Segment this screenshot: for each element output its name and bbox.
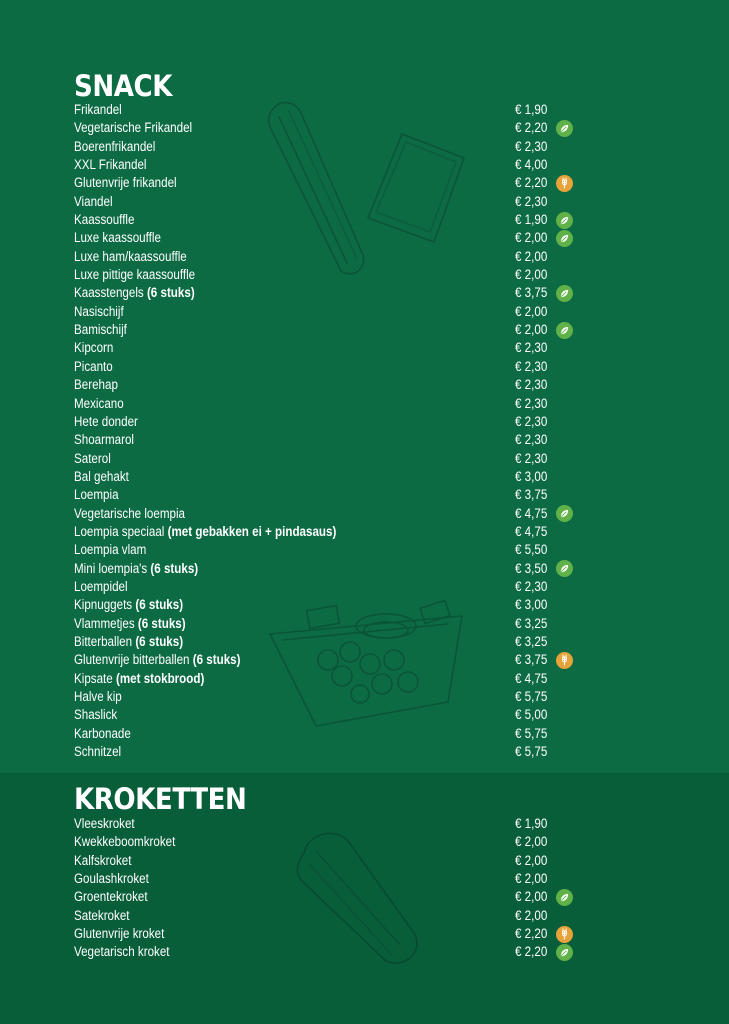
menu-item-price: € 3,25	[515, 615, 548, 631]
menu-item-price: € 4,00	[515, 157, 548, 173]
menu-item	[0, 450, 729, 468]
menu-item-name	[74, 505, 185, 523]
menu-item	[0, 156, 729, 174]
snack-section-title: SNACK	[74, 69, 172, 103]
menu-item-name	[74, 523, 336, 541]
menu-item-name	[74, 321, 127, 339]
menu-item	[0, 706, 729, 724]
menu-item-name	[74, 138, 155, 156]
leaf-icon	[556, 285, 573, 302]
menu-item	[0, 303, 729, 321]
menu-item	[0, 815, 729, 833]
menu-item-name	[74, 450, 111, 468]
menu-item-price: € 3,75	[515, 285, 548, 301]
menu-item-price: € 3,25	[515, 633, 548, 649]
menu-item-price: € 5,75	[515, 725, 548, 741]
menu-item-name	[74, 358, 113, 376]
menu-item	[0, 852, 729, 870]
leaf-icon	[556, 212, 573, 229]
menu-item-name	[74, 376, 118, 394]
leaf-icon	[556, 560, 573, 577]
menu-item-label: Glutenvrije frikandel	[74, 175, 177, 191]
menu-item	[0, 229, 729, 247]
menu-item-price: € 5,00	[515, 707, 548, 723]
menu-item-extra: (6 stuks)	[143, 285, 195, 301]
menu-item-name	[74, 431, 134, 449]
menu-item-name	[74, 833, 175, 851]
menu-item-label: Kaassouffle	[74, 212, 135, 228]
menu-item-name	[74, 541, 146, 559]
menu-item-name	[74, 303, 124, 321]
menu-item-label: Vleeskroket	[74, 816, 135, 831]
menu-item-name	[74, 633, 183, 651]
menu-item-price: € 2,00	[515, 852, 548, 868]
menu-item-name	[74, 725, 131, 743]
menu-item-extra: (6 stuks)	[132, 597, 184, 613]
menu-item	[0, 395, 729, 413]
menu-item-price: € 2,30	[515, 340, 548, 356]
menu-item-price: € 1,90	[515, 102, 548, 117]
menu-item	[0, 119, 729, 137]
menu-item	[0, 833, 729, 851]
menu-item-price: € 2,20	[515, 120, 548, 136]
snack-item-list	[0, 101, 729, 761]
menu-item-price: € 2,00	[515, 267, 548, 283]
leaf-icon	[556, 322, 573, 339]
menu-item-price: € 2,00	[515, 834, 548, 850]
menu-item-extra: (6 stuks)	[132, 633, 184, 649]
menu-item	[0, 560, 729, 578]
menu-item	[0, 174, 729, 192]
menu-item	[0, 413, 729, 431]
menu-item-price: € 2,00	[515, 322, 548, 338]
menu-item-price: € 3,75	[515, 487, 548, 503]
menu-item	[0, 578, 729, 596]
menu-item-label: Bamischijf	[74, 322, 127, 338]
menu-item-label: Viandel	[74, 193, 113, 209]
menu-item-price: € 4,75	[515, 670, 548, 686]
menu-item-price: € 2,20	[515, 175, 548, 191]
menu-item-name	[74, 193, 113, 211]
menu-item	[0, 907, 729, 925]
menu-item-label: Vegetarisch kroket	[74, 944, 170, 960]
menu-item	[0, 193, 729, 211]
menu-item	[0, 615, 729, 633]
menu-item-price: € 5,75	[515, 744, 548, 760]
menu-item	[0, 248, 729, 266]
menu-item-price: € 2,30	[515, 358, 548, 374]
menu-item	[0, 651, 729, 669]
menu-item-name	[74, 284, 195, 302]
leaf-icon	[556, 505, 573, 522]
menu-item	[0, 925, 729, 943]
menu-item-name	[74, 925, 164, 943]
menu-item-label: Loempia speciaal	[74, 523, 165, 539]
menu-item-extra: (6 stuks)	[189, 652, 241, 668]
menu-item-extra: (met stokbrood)	[112, 670, 205, 686]
menu-item-name	[74, 560, 198, 578]
menu-item-price: € 4,75	[515, 505, 548, 521]
menu-item-label: Luxe ham/kaassouffle	[74, 248, 187, 264]
menu-item-name	[74, 706, 117, 724]
menu-item-price: € 2,20	[515, 926, 548, 942]
menu-item	[0, 743, 729, 761]
menu-item	[0, 943, 729, 961]
menu-item-label: Luxe kaassouffle	[74, 230, 161, 246]
menu-item	[0, 523, 729, 541]
menu-item	[0, 431, 729, 449]
menu-item-name	[74, 156, 146, 174]
menu-item-name	[74, 248, 187, 266]
menu-item-price: € 2,00	[515, 303, 548, 319]
menu-item	[0, 468, 729, 486]
menu-item-name	[74, 743, 121, 761]
menu-item-name	[74, 670, 204, 688]
menu-item-name	[74, 852, 131, 870]
menu-item	[0, 670, 729, 688]
menu-item-label: Mini loempia's	[74, 560, 148, 576]
menu-item-name	[74, 615, 186, 633]
menu-item-label: Kaasstengels	[74, 285, 144, 301]
menu-item-name	[74, 815, 135, 833]
menu-item-price: € 5,75	[515, 689, 548, 704]
menu-item-price: € 3,00	[515, 468, 548, 484]
menu-item-label: XXL Frikandel	[74, 157, 147, 173]
menu-item-name	[74, 486, 119, 504]
menu-item-label: Satekroket	[74, 907, 130, 923]
menu-item-label: Glutenvrije bitterballen	[74, 652, 190, 668]
menu-item-label: Hete donder	[74, 413, 138, 429]
menu-item	[0, 888, 729, 906]
menu-item-price: € 2,30	[515, 193, 548, 209]
menu-item	[0, 284, 729, 302]
leaf-icon	[556, 944, 573, 961]
menu-item-price: € 2,00	[515, 889, 548, 905]
menu-item-label: Shoarmarol	[74, 432, 135, 448]
menu-item-label: Kipsate	[74, 670, 113, 686]
menu-item-name	[74, 266, 195, 284]
menu-item-price: € 2,30	[515, 450, 548, 466]
menu-item-label: Mexicano	[74, 395, 124, 411]
menu-item	[0, 725, 729, 743]
menu-item-name	[74, 468, 129, 486]
wheat-icon	[556, 652, 573, 669]
menu-item-label: Nasischijf	[74, 303, 124, 319]
menu-item-label: Groentekroket	[74, 889, 148, 905]
leaf-icon	[556, 120, 573, 137]
menu-item-label: Vegetarische Frikandel	[74, 120, 193, 136]
menu-item-label: Loempidel	[74, 578, 128, 594]
menu-item-extra: (met gebakken ei + pindasaus)	[164, 523, 337, 539]
menu-item-label: Saterol	[74, 450, 111, 466]
menu-item-extra: (6 stuks)	[134, 615, 186, 631]
menu-item	[0, 541, 729, 559]
menu-item-price: € 2,30	[515, 395, 548, 411]
menu-item-label: Bitterballen	[74, 633, 133, 649]
menu-item-name	[74, 596, 183, 614]
menu-item-price: € 2,00	[515, 871, 548, 887]
menu-item	[0, 339, 729, 357]
menu-item-label: Halve kip	[74, 689, 122, 704]
menu-item-label: Vlammetjes	[74, 615, 135, 631]
menu-item-label: Kipnuggets	[74, 597, 133, 613]
menu-item-label: Loempia	[74, 487, 119, 503]
menu-item	[0, 266, 729, 284]
menu-item-label: Schnitzel	[74, 744, 122, 760]
leaf-icon	[556, 889, 573, 906]
menu-item-label: Boerenfrikandel	[74, 138, 156, 154]
menu-item-price: € 2,30	[515, 138, 548, 154]
menu-item-label: Vegetarische loempia	[74, 505, 186, 521]
menu-item-label: Kalfskroket	[74, 852, 132, 868]
menu-item-price: € 2,30	[515, 413, 548, 429]
menu-item-price: € 2,00	[515, 230, 548, 246]
kroketten-item-list	[0, 815, 729, 962]
menu-item-price: € 2,30	[515, 377, 548, 393]
wheat-icon	[556, 926, 573, 943]
menu-item-name	[74, 119, 192, 137]
menu-item-name	[74, 888, 148, 906]
menu-item-price: € 3,75	[515, 652, 548, 668]
menu-item-name	[74, 688, 122, 706]
leaf-icon	[556, 230, 573, 247]
menu-item-extra: (6 stuks)	[147, 560, 199, 576]
menu-item-label: Shaslick	[74, 707, 118, 723]
menu-item-label: Goulashkroket	[74, 871, 149, 887]
wheat-icon	[556, 175, 573, 192]
menu-item-label: Kipcorn	[74, 340, 114, 356]
menu-item-price: € 2,20	[515, 944, 548, 960]
menu-item-price: € 3,00	[515, 597, 548, 613]
menu-item-name	[74, 943, 170, 961]
menu-item-label: Frikandel	[74, 102, 122, 117]
menu-item	[0, 486, 729, 504]
menu-item	[0, 870, 729, 888]
menu-item	[0, 596, 729, 614]
menu-item	[0, 138, 729, 156]
menu-item-name	[74, 651, 241, 669]
menu-item-name	[74, 413, 138, 431]
menu-item	[0, 633, 729, 651]
menu-item	[0, 321, 729, 339]
menu-item-price: € 4,75	[515, 523, 548, 539]
menu-item-label: Bal gehakt	[74, 468, 129, 484]
menu-item-name	[74, 395, 124, 413]
menu-item	[0, 358, 729, 376]
kroketten-section	[0, 773, 729, 1024]
menu-item	[0, 376, 729, 394]
menu-item-label: Picanto	[74, 358, 113, 374]
menu-item-price: € 2,30	[515, 578, 548, 594]
menu-item-price: € 5,50	[515, 542, 548, 558]
menu-item-price: € 2,30	[515, 432, 548, 448]
menu-item-label: Loempia vlam	[74, 542, 147, 558]
menu-item-name	[74, 211, 134, 229]
menu-item-price: € 2,00	[515, 907, 548, 923]
menu-item-name	[74, 174, 177, 192]
menu-item-name	[74, 907, 130, 925]
menu-item-label: Kwekkeboomkroket	[74, 834, 176, 850]
menu-item-name	[74, 101, 122, 119]
kroketten-section-title: KROKETTEN	[74, 782, 247, 816]
menu-item-price: € 1,90	[515, 212, 548, 228]
menu-item-label: Karbonade	[74, 725, 131, 741]
menu-item	[0, 505, 729, 523]
menu-item-name	[74, 870, 149, 888]
menu-item-price: € 3,50	[515, 560, 548, 576]
menu-item-name	[74, 339, 113, 357]
menu-item-label: Berehap	[74, 377, 118, 393]
menu-item-label: Luxe pittige kaassouffle	[74, 267, 196, 283]
menu-item	[0, 211, 729, 229]
menu-item-price: € 2,00	[515, 248, 548, 264]
menu-item-name	[74, 578, 128, 596]
menu-item-label: Glutenvrije kroket	[74, 926, 165, 942]
menu-item-name	[74, 229, 161, 247]
menu-item	[0, 101, 729, 119]
menu-item-price: € 1,90	[515, 816, 548, 831]
menu-item	[0, 688, 729, 706]
